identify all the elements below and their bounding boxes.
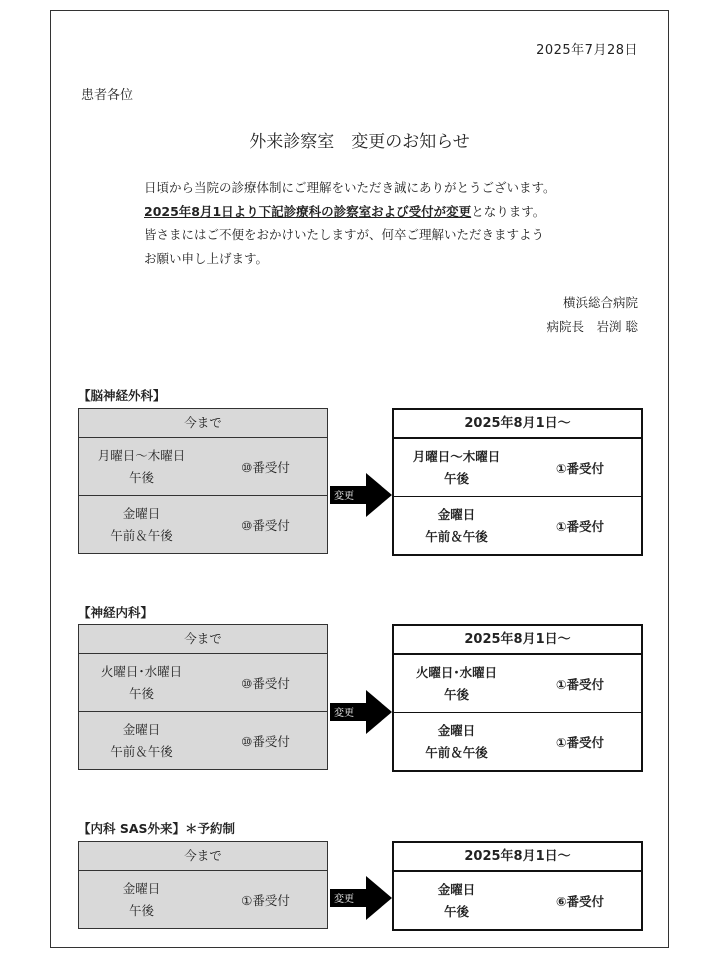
notice-title: 外来診察室 変更のお知らせ [249, 132, 470, 152]
table-row [394, 872, 641, 929]
table-row [394, 496, 641, 554]
old-table-header: 今まで [79, 409, 327, 438]
day-text: 金曜日 [437, 881, 476, 897]
day-cell [394, 655, 519, 712]
table-row [79, 871, 327, 928]
time-text: 午前＆午後 [425, 528, 488, 544]
table-row [394, 439, 641, 496]
reception-cell: ①番受付 [241, 892, 290, 908]
change-label: 変更 [334, 894, 354, 905]
table-row [394, 712, 641, 770]
hospital-name: 横浜総合病院 [562, 295, 638, 310]
reception-cell: ①番受付 [555, 460, 605, 476]
reception-cell: ①番受付 [555, 734, 605, 750]
signature [547, 291, 638, 338]
reception-cell: ⑩番受付 [241, 517, 290, 533]
department-title: 【内科 SAS外来】＊予約制 [78, 821, 236, 836]
time-text: 午後 [128, 902, 154, 918]
day-cell [79, 496, 204, 553]
new-schedule-table [392, 408, 643, 556]
change-label: 変更 [334, 491, 354, 502]
day-cell [394, 872, 519, 929]
day-text: 金曜日 [122, 880, 161, 896]
new-table-header: 2025年8月1日～ [394, 843, 641, 872]
old-schedule-table [78, 841, 328, 929]
table-row [79, 711, 327, 769]
day-text: 金曜日 [122, 721, 161, 737]
body-line-2-rest: となります。 [471, 203, 546, 219]
change-label: 変更 [334, 708, 354, 719]
table-row [79, 438, 327, 495]
addressee: 患者各位 [81, 88, 134, 103]
day-cell [394, 713, 519, 770]
body-line-2 [144, 200, 556, 224]
day-text: 金曜日 [122, 505, 161, 521]
day-cell [79, 654, 204, 711]
table-row [79, 495, 327, 553]
day-cell [79, 438, 204, 495]
time-text: 午後 [128, 469, 154, 485]
body-line-4: お願い申し上げます。 [144, 250, 269, 266]
time-text: 午後 [443, 686, 469, 702]
day-cell [394, 439, 519, 496]
day-text: 月曜日～木曜日 [97, 447, 186, 463]
department-title: 【脳神経外科】 [78, 388, 166, 403]
body-line-3: 皆さまにはご不便をおかけいたしますが、何卒ご理解いただきますよう [144, 227, 545, 242]
day-text: 金曜日 [437, 722, 476, 738]
director-name: 病院長 岩渕 聡 [546, 318, 638, 334]
reception-cell: ①番受付 [555, 518, 605, 534]
day-text: 金曜日 [437, 506, 476, 522]
time-text: 午後 [443, 903, 469, 919]
reception-cell: ⑩番受付 [241, 733, 290, 749]
department-title: 【神経内科】 [78, 605, 154, 620]
table-row [79, 654, 327, 711]
old-table-header: 今まで [79, 625, 327, 654]
time-text: 午後 [128, 685, 154, 701]
day-text: 月曜日～木曜日 [412, 448, 501, 464]
new-schedule-table [392, 624, 643, 772]
reception-cell: ⑩番受付 [241, 459, 290, 475]
day-cell [394, 497, 519, 554]
old-schedule-table [78, 624, 328, 770]
time-text: 午前＆午後 [110, 527, 173, 543]
time-text: 午前＆午後 [425, 744, 488, 760]
notice-date: 2025年7月28日 [536, 43, 638, 58]
day-text: 火曜日･水曜日 [415, 664, 498, 680]
notice-page [50, 10, 669, 948]
body-emphasis: 2025年8月1日より下記診療科の診察室および受付が変更 [144, 203, 472, 219]
reception-cell: ⑥番受付 [555, 893, 605, 909]
change-arrow [330, 690, 392, 734]
notice-body [144, 176, 556, 270]
old-table-header: 今まで [79, 842, 327, 871]
body-line-1: 日頃から当院の診療体制にご理解をいただき誠にありがとうございます。 [144, 180, 556, 195]
time-text: 午後 [443, 470, 469, 486]
old-schedule-table [78, 408, 328, 554]
change-arrow [330, 876, 392, 920]
change-arrow [330, 473, 392, 517]
new-schedule-table [392, 841, 643, 931]
reception-cell: ①番受付 [555, 676, 605, 692]
new-table-header: 2025年8月1日～ [394, 410, 641, 439]
day-text: 火曜日･水曜日 [100, 663, 183, 679]
new-table-header: 2025年8月1日～ [394, 626, 641, 655]
table-row [394, 655, 641, 712]
reception-cell: ⑩番受付 [241, 675, 290, 691]
day-cell [79, 871, 204, 928]
time-text: 午前＆午後 [110, 743, 173, 759]
day-cell [79, 712, 204, 769]
